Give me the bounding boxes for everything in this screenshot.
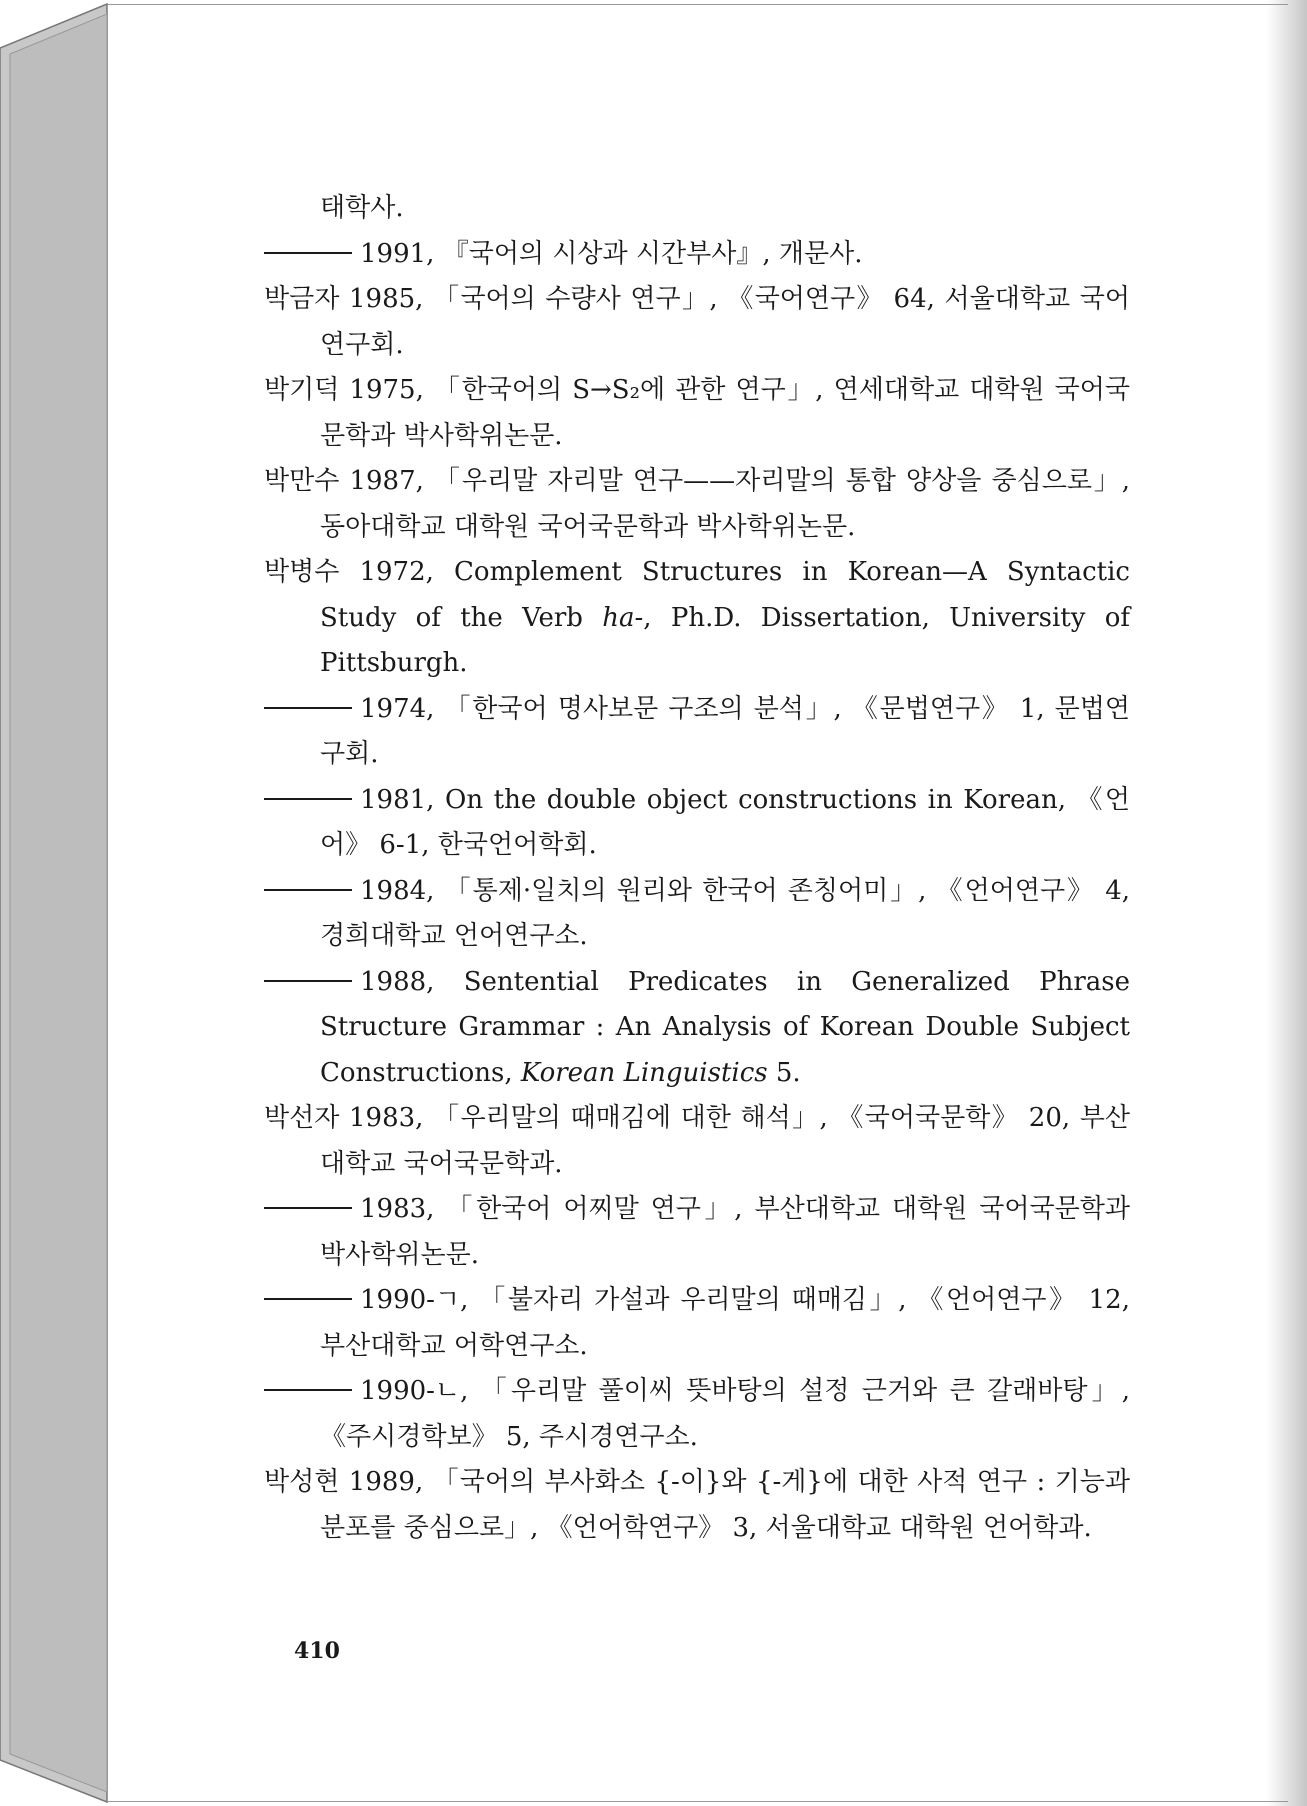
bibliography-entry (264, 277, 1130, 368)
bibliography-entry (264, 687, 1130, 778)
ditto-dash (264, 252, 352, 254)
entry-text: 태학사. (320, 193, 404, 223)
entry-text: 1991, 『국어의 시상과 시간부사』, 개문사. (360, 238, 863, 269)
entry-italic-text: Korean Linguistics (520, 1057, 768, 1088)
bibliography-entry (264, 1278, 1130, 1369)
entry-text: 5. (767, 1057, 801, 1088)
ditto-dash (264, 1207, 352, 1209)
page-number: 410 (294, 1638, 340, 1664)
ditto-dash (264, 980, 352, 982)
entry-text: 박만수 1987, 「우리말 자리말 연구——자리말의 통합 양상을 중심으로」, 동아대학교 대학원 국어국문학과 박사학위논문. (264, 466, 1130, 542)
bibliography-entry (264, 1369, 1130, 1460)
entry-text: 1984, 「통제·일치의 원리와 한국어 존칭어미」, 《언어연구》 4, 경희대학교 언어연구소. (320, 875, 1130, 951)
bibliography-entry (264, 960, 1130, 1097)
bibliography-entry (264, 1460, 1130, 1551)
bibliography-entry (264, 368, 1130, 459)
entry-text: 1983, 「한국어 어찌말 연구」, 부산대학교 대학원 국어국문학과 박사학위논문. (320, 1194, 1130, 1270)
bibliography-list (264, 186, 1130, 1551)
bibliography-entry (264, 1096, 1130, 1187)
bibliography-entry (264, 186, 1130, 232)
ditto-dash (264, 889, 352, 891)
bibliography-entry (264, 550, 1130, 687)
entry-text: 1990-ㄱ, 「불자리 가설과 우리말의 때매김」, 《언어연구》 12, 부산대학교 어학연구소. (320, 1285, 1130, 1361)
entry-text: 1974, 「한국어 명사보문 구조의 분석」, 《문법연구》 1, 문법연구회. (320, 693, 1130, 769)
entry-text: 박병수 1972, Complement Structures in Korean—A Syntactic Study of the Verb (264, 557, 1130, 633)
ditto-dash (264, 798, 352, 800)
entry-text: 박금자 1985, 「국어의 수량사 연구」, 《국어연구》 64, 서울대학교 국어연구회. (264, 284, 1130, 360)
bibliography-entry (264, 869, 1130, 960)
entry-text: 1990-ㄴ, 「우리말 풀이씨 뜻바탕의 설정 근거와 큰 갈래바탕」, 《주시경학보》 5, 주시경연구소. (320, 1376, 1130, 1452)
entry-text: 박선자 1983, 「우리말의 때매김에 대한 해석」, 《국어국문학》 20, 부산대학교 국어국문학과. (264, 1103, 1130, 1179)
bibliography-entry (264, 232, 1130, 278)
entry-text: 1981, On the double object constructions in Korean, 《언어》 6-1, 한국언어학회. (320, 784, 1130, 860)
page-edge-shadow (1267, 0, 1307, 1806)
bibliography-entry (264, 778, 1130, 869)
ditto-dash (264, 1298, 352, 1300)
bibliography-entry (264, 459, 1130, 550)
entry-italic-text: ha- (602, 602, 644, 633)
entry-text: 박기덕 1975, 「한국어의 S→S₂에 관한 연구」, 연세대학교 대학원 국어국문학과 박사학위논문. (264, 375, 1130, 451)
entry-text: 1988, Sentential Predicates in Generalized Phrase Structure Grammar : An Analysis of Korean Double Subject Constructions, (320, 966, 1130, 1088)
bibliography-entry (264, 1187, 1130, 1278)
ditto-dash (264, 1389, 352, 1391)
entry-text: , Ph.D. Dissertation, University of Pittsburgh. (320, 602, 1130, 678)
entry-text: 박성현 1989, 「국어의 부사화소 {-이}와 {-게}에 대한 사적 연구 : 기능과 분포를 중심으로」, 《언어학연구》 3, 서울대학교 대학원 언어학과. (264, 1467, 1130, 1543)
ditto-dash (264, 707, 352, 709)
